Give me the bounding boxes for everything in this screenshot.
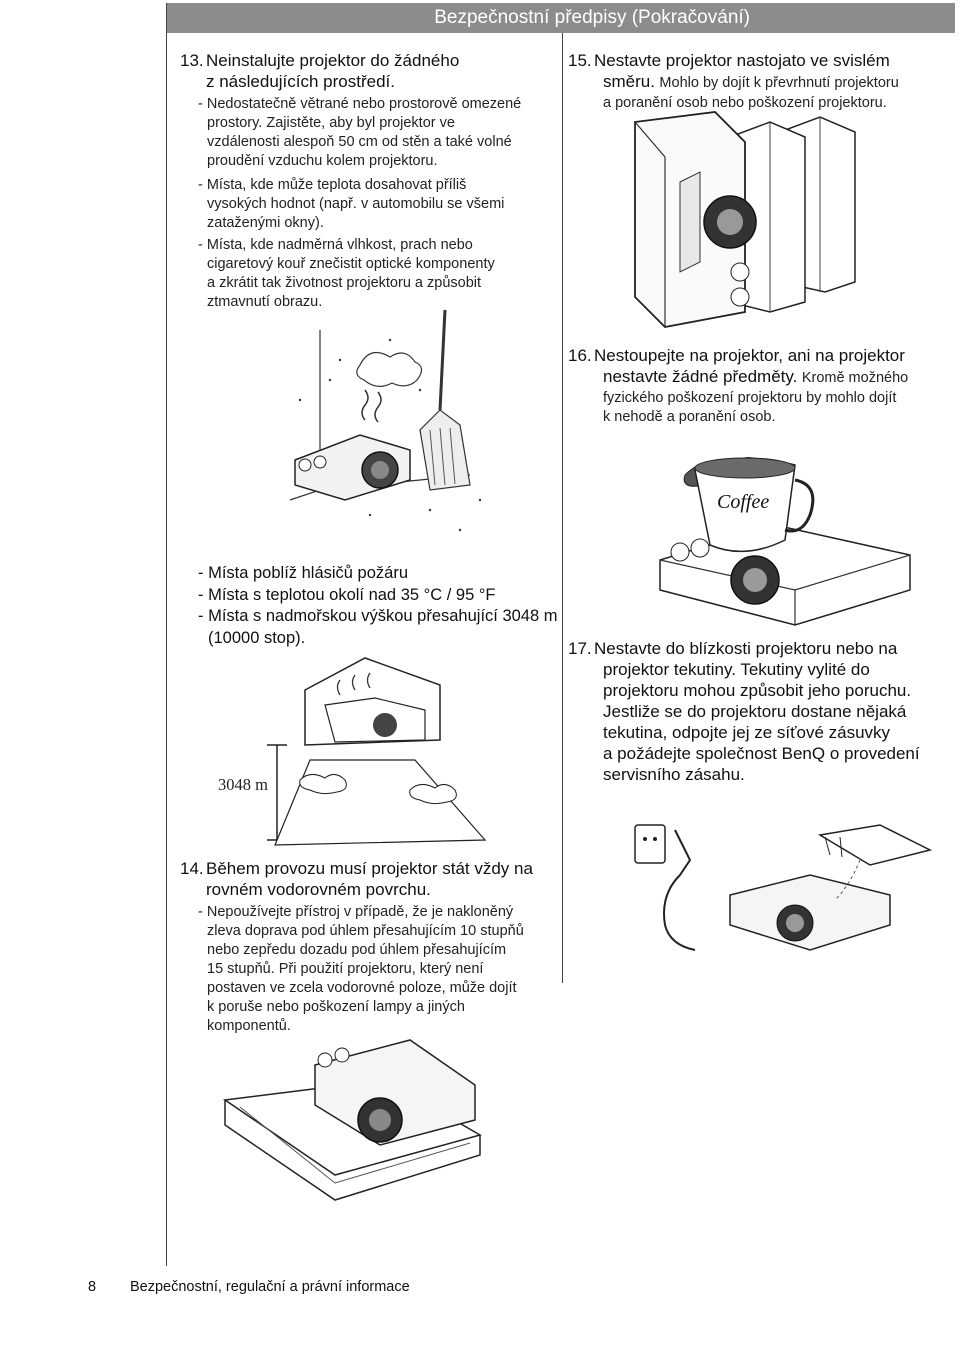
bullet-line: komponentů. [207,1018,291,1034]
section-13-number: 13. [180,51,204,70]
left-rule [166,3,167,1266]
section-16-line-2 [568,366,953,389]
altitude-illustration [205,650,495,850]
section-17-title [568,638,953,659]
bullet-line: zataženými okny). [207,215,324,231]
section-15-title-line: směru. [603,72,655,91]
section-14-title-line: Během provozu musí projektor stát vždy na [206,859,533,878]
page-title: Bezpečnostní předpisy (Pokračování) [434,7,750,28]
bullet-line: postaven ve zcela vodorovné poloze, může dojít [207,980,517,996]
bullet-line: nebo zepředu dozadu pod úhlem přesahujícím [207,942,507,958]
section-17-line: a požádejte společnost BenQ o provedení [603,744,920,763]
section-16-body-line: k nehodě a poranění osob. [603,409,776,425]
bullet-line: k poruše nebo poškození lampy a jiných [207,999,465,1015]
bullet-line: a zkrátit tak životnost projektoru a způsobit [207,275,482,291]
section-17-line: projektor tekutiny. Tekutiny vylité do [603,660,870,679]
section-17 [568,638,953,785]
bullet-fire-detectors: - Místa poblíž hlásičů požáru [198,564,409,582]
section-16-number: 16. [568,346,592,365]
page-number: 8 [88,1279,97,1295]
section-13-bullet-heat [198,176,560,233]
bullet-line: zleva doprava pod úhlem přesahujícím 10 stupňů [207,923,524,939]
section-13-title [180,50,560,92]
bullet-line: - Nepoužívejte přístroj v případě, že je nakloněný [198,904,514,920]
altitude-label: 3048 m [218,775,268,794]
section-13-more-bullets [198,563,563,649]
section-14-title-line: rovném vodorovném povrchu. [206,880,431,899]
section-16-title-line: Nestoupejte na projektor, ani na projektor [594,346,905,365]
liquid-hazard-illustration [630,815,940,965]
section-16 [568,345,953,428]
section-15-title-line: Nestavte projektor nastojato ve svislém [594,51,890,70]
bullet-line: vysokých hodnot (např. v automobilu se všemi [207,196,505,212]
dusty-room-illustration [270,300,500,550]
bullet-line: ztmavnutí obrazu. [207,294,323,310]
bullet-line: proudění vzduchu kolem projektoru. [207,153,438,169]
section-13-bullet-ventilation [198,95,560,171]
bullet-line: vzdálenosti alespoň 50 cm od stěn a také volné [207,134,512,150]
section-17-line: Nestavte do blízkosti projektoru nebo na [594,639,898,658]
section-15 [568,50,953,113]
section-15-number: 15. [568,51,592,70]
footer-section-name: Bezpečnostní, regulační a právní informace [130,1279,410,1295]
section-14-bullet-tilt [198,903,560,1036]
bullet-temperature: - Místa s teplotou okolí nad 35 °C / 95 °F [198,585,496,604]
section-14-number: 14. [180,859,204,878]
coffee-on-projector-illustration [655,440,925,630]
column-divider [562,33,563,983]
section-17-line: projektoru mohou způsobit jeho poruchu. [603,681,912,700]
tilted-projector-illustration [220,1025,520,1225]
section-14 [180,858,560,1036]
bullet-altitude: - Místa s nadmořskou výškou přesahující 3048 m [198,607,558,625]
section-14-title [180,858,560,900]
vertical-projector-illustration [620,112,920,332]
section-15-line-2 [568,71,953,94]
section-17-line: tekutina, odpojte jej ze síťové zásuvky [603,723,891,742]
bullet-line: - Místa, kde může teplota dosahovat příliš [198,177,467,193]
section-16-body-line: Kromě možného [801,370,909,386]
bullet-line: - Místa, kde nadměrná vlhkost, prach nebo [198,237,473,253]
section-15-body-line: Mohlo by dojít k převrhnutí projektoru [659,75,899,91]
section-16-title-line: nestavte žádné předměty. [603,367,798,386]
section-17-line: Jestliže se do projektoru dostane nějaká [603,702,907,721]
bullet-line: 15 stupňů. Při použití projektoru, který není [207,961,484,977]
section-16-body-line: fyzického poškození projektoru by mohlo dojít [603,389,897,406]
section-13-title-line: z následujících prostředí. [206,72,395,91]
section-15-body-line: a poranění osob nebo poškození projektoru. [603,94,887,111]
section-13-title-line: Neinstalujte projektor do žádného [206,51,460,70]
section-13 [180,50,560,312]
bullet-line: - Nedostatečně větrané nebo prostorově omezené [198,96,522,112]
section-17-number: 17. [568,639,592,658]
bullet-line: cigaretový kouř znečistit optické komponenty [207,256,495,272]
section-15-title [568,50,953,71]
section-16-title [568,345,953,366]
bullet-altitude-cont: (10000 stop). [208,628,306,647]
cup-label: Coffee [717,491,770,513]
section-header-banner [166,3,955,33]
section-17-line: servisního zásahu. [603,765,745,784]
bullet-line: prostory. Zajistěte, aby byl projektor ve [207,115,455,131]
